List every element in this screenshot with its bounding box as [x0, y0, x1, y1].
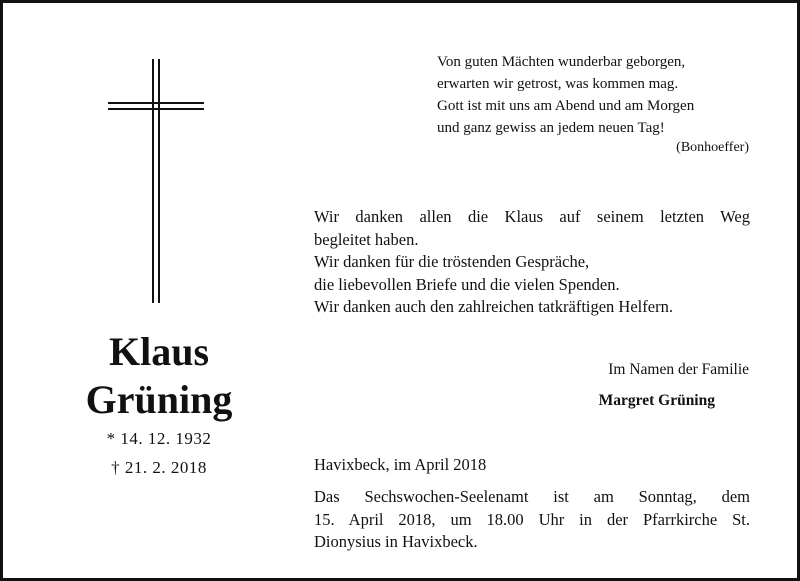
poem-line: Gott ist mit uns am Abend und am Morgen	[437, 98, 695, 114]
notice-line: 15. April 2018, um 18.00 Uhr in der Pfarrkirche St.	[314, 509, 750, 529]
thanks-line: die liebevollen Briefe und die vielen Spenden.	[314, 274, 620, 294]
family-signature: Margret Grüning	[598, 392, 715, 409]
place-date: Havixbeck, im April 2018	[314, 455, 487, 474]
poem-line: erwarten wir getrost, was kommen mag.	[437, 76, 679, 92]
deceased-first-name: Klaus	[108, 329, 210, 374]
death-date: † 21. 2. 2018	[111, 458, 207, 477]
memorial-mass-notice	[314, 486, 750, 554]
thanks-line: Wir danken für die tröstenden Gespräche,	[314, 252, 590, 271]
thanks-text	[314, 206, 750, 319]
thanks-line: Wir danken auch den zahlreichen tatkräftigen Helfern.	[314, 297, 673, 316]
thanks-line: begleitet haben.	[314, 229, 419, 249]
cross-icon	[107, 58, 205, 304]
poem-line: Von guten Mächten wunderbar geborgen,	[437, 54, 686, 70]
poem	[437, 51, 757, 139]
poem-author: (Bonhoeffer)	[676, 140, 749, 155]
deceased-last-name: Grüning	[85, 377, 233, 422]
family-intro: Im Namen der Familie	[608, 361, 749, 378]
notice-line: Das Sechswochen-Seelenamt ist am Sonntag, dem	[314, 487, 750, 506]
birth-date: * 14. 12. 1932	[106, 429, 212, 448]
poem-line: und ganz gewiss an jedem neuen Tag!	[437, 120, 665, 136]
thanks-line: Wir danken allen die Klaus auf seinem letzten Weg	[314, 207, 750, 226]
notice-line: Dionysius in Havixbeck.	[314, 532, 478, 551]
